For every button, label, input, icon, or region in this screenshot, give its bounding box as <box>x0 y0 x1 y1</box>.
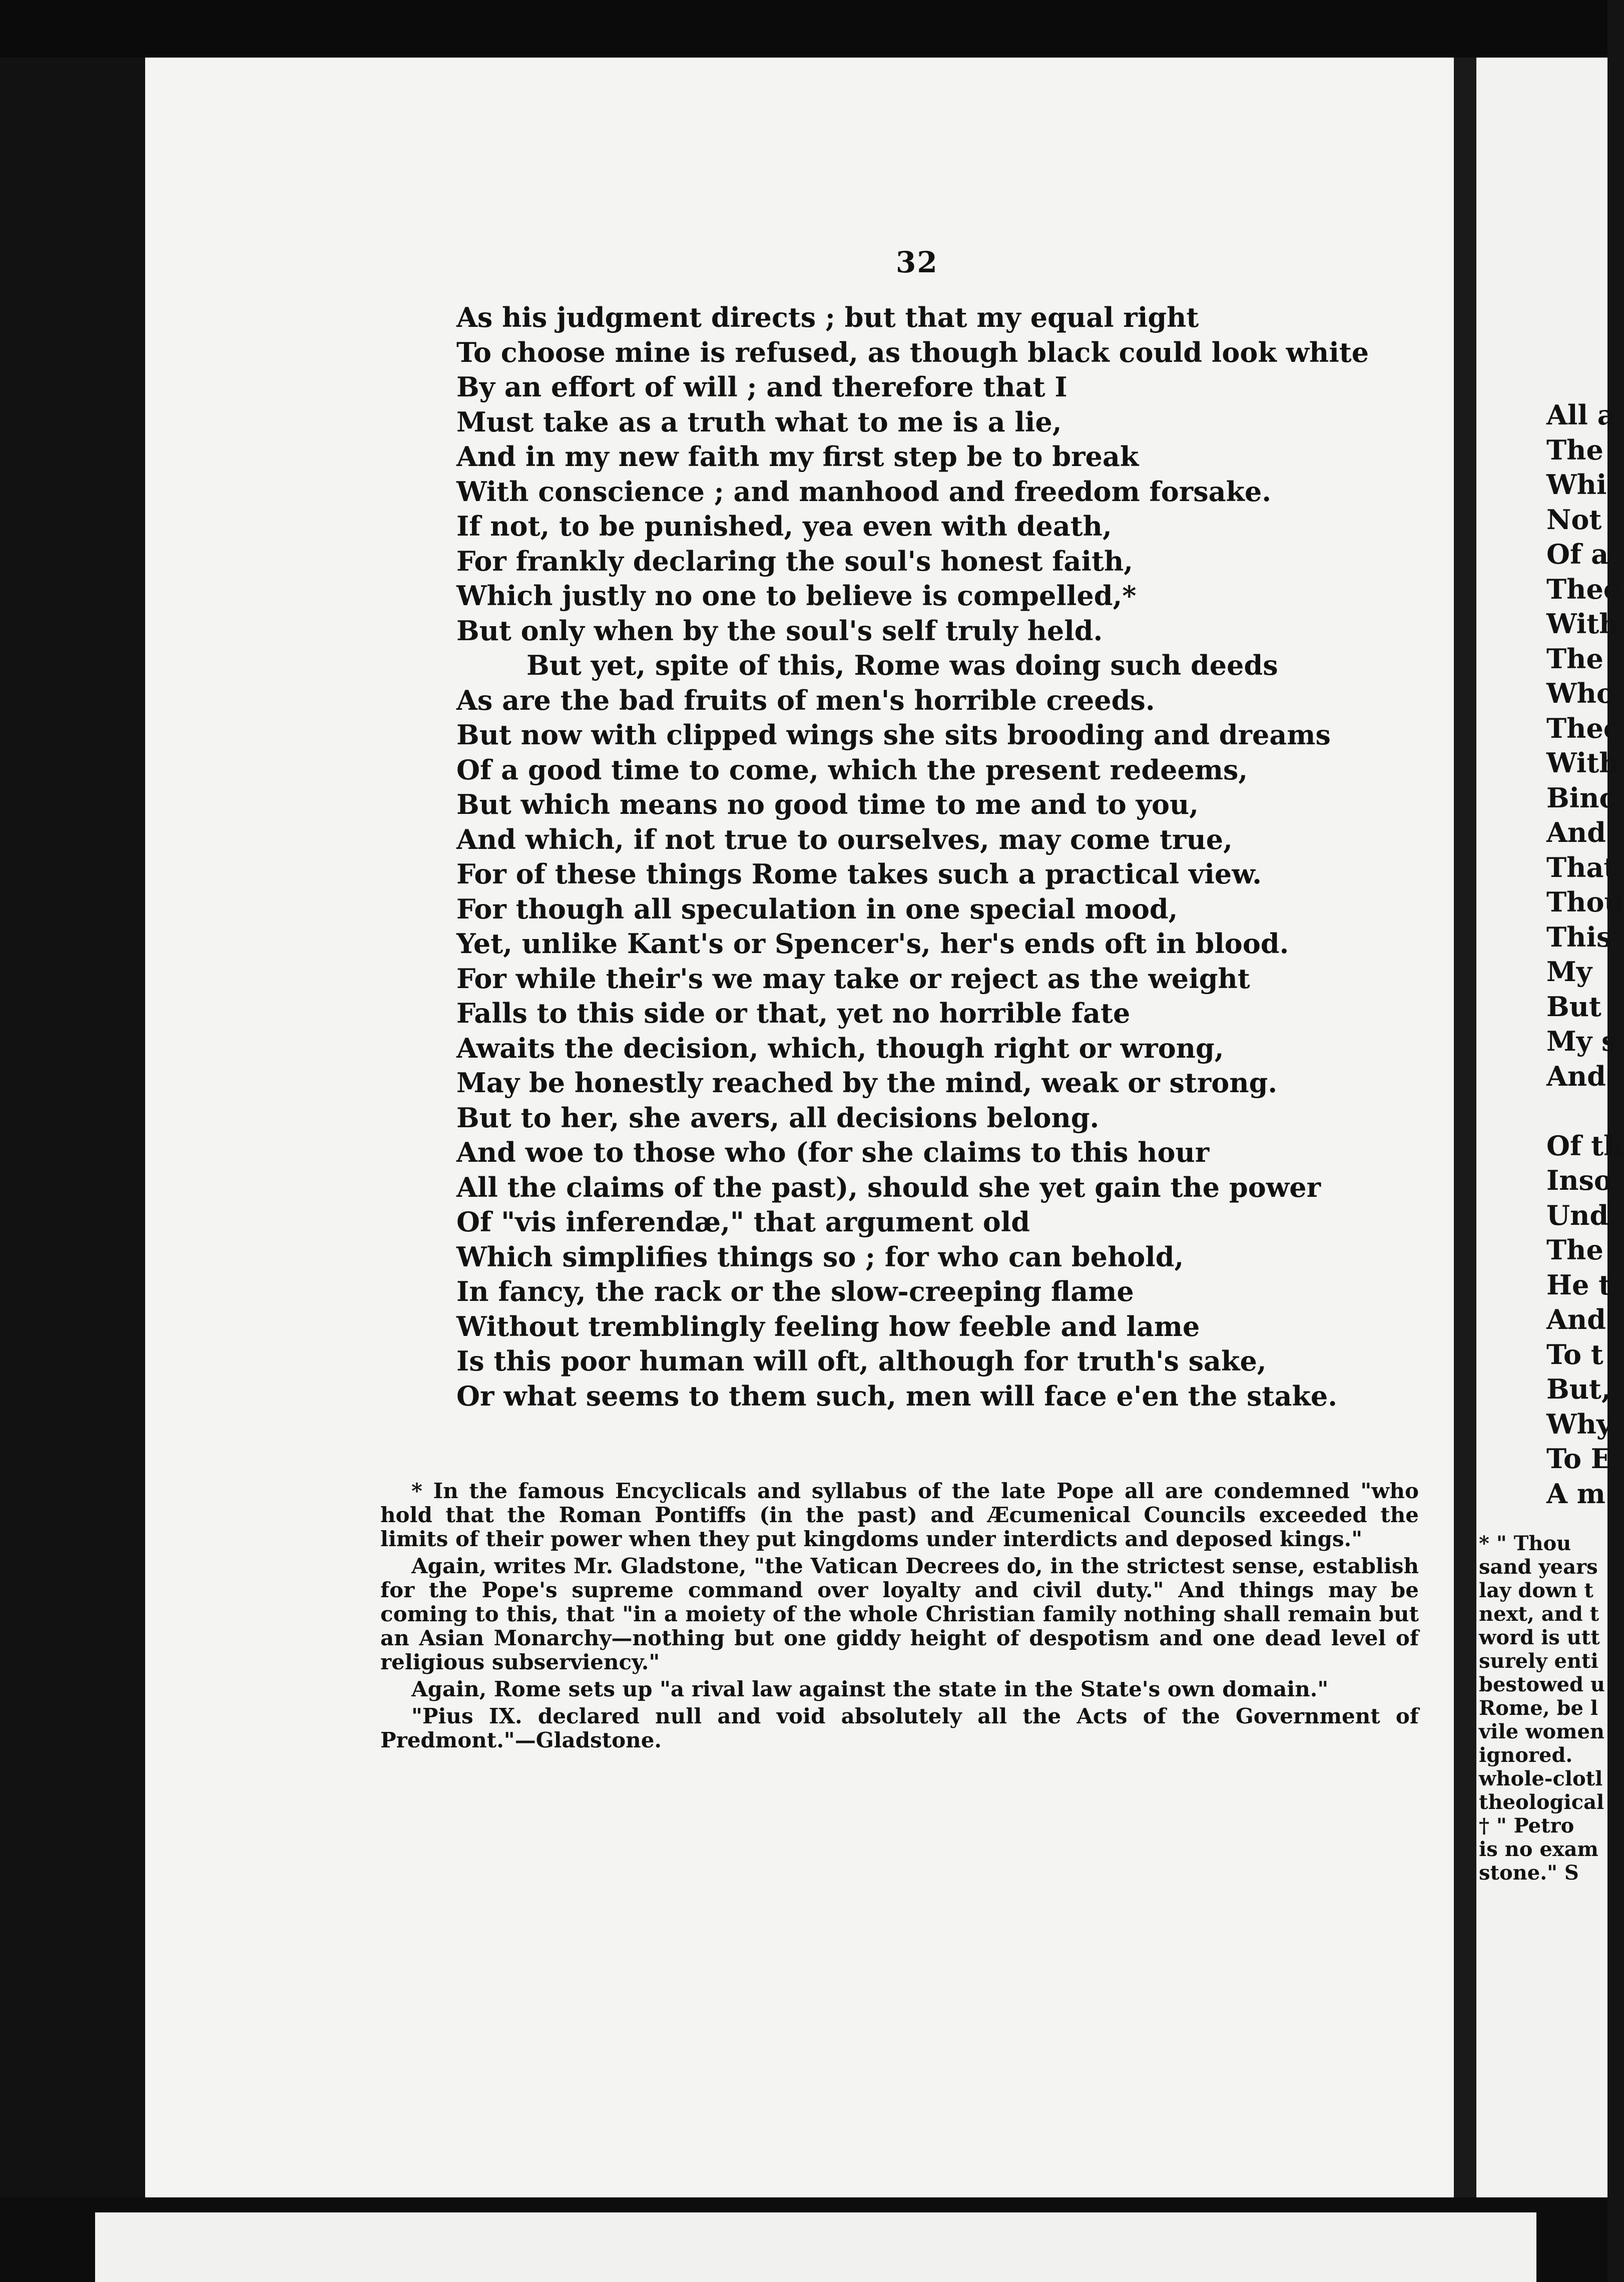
poem-line: But now with clipped wings she sits brooding and dreams <box>456 719 1331 751</box>
poem-line: Of "vis inferendæ," that argument old <box>456 1206 1030 1238</box>
poem-line: Must take as a truth what to me is a lie, <box>456 405 1062 438</box>
poem-line: But yet, spite of this, Rome was doing such deeds <box>526 649 1278 681</box>
adjacent-line: A m <box>1546 1477 1605 1510</box>
adjacent-line: My s <box>1546 1025 1617 1057</box>
poem-line: For of these things Rome takes such a practical view. <box>456 858 1262 890</box>
adjacent-note-line: next, and t <box>1479 1602 1599 1626</box>
poem-line: And woe to those who (for she claims to this hour <box>456 1136 1210 1168</box>
adjacent-line: Thou <box>1546 886 1624 918</box>
poem-line: For frankly declaring the soul's honest faith, <box>456 545 1134 577</box>
poem-line: Yet, unlike Kant's or Spencer's, her's ends oft in blood. <box>456 928 1289 960</box>
poem-line: And which, if not true to ourselves, may come true, <box>456 823 1233 855</box>
poem-line: Which simplifies things so ; for who can behold, <box>456 1240 1184 1273</box>
adjacent-note-line: † " Petro <box>1479 1814 1574 1838</box>
adjacent-line: He t <box>1546 1268 1611 1301</box>
adjacent-line: Of th <box>1546 1129 1623 1162</box>
adjacent-line: But <box>1546 990 1601 1023</box>
poem-line: By an effort of will ; and therefore that I <box>456 371 1067 403</box>
adjacent-line: My <box>1546 956 1592 988</box>
adjacent-note-line: is no exam <box>1479 1838 1598 1861</box>
adjacent-note-line: whole-clotl <box>1479 1767 1603 1790</box>
adjacent-note-line: Rome, be l <box>1479 1696 1598 1720</box>
poem-line: But which means no good time to me and to you, <box>456 788 1199 820</box>
adjacent-line: But, <box>1546 1373 1611 1405</box>
poem-line: But to her, she avers, all decisions belong. <box>456 1101 1100 1134</box>
adjacent-line: Who <box>1546 677 1614 709</box>
adjacent-line: And <box>1546 1303 1606 1335</box>
poem-line: To choose mine is refused, as though black could look white <box>456 336 1369 368</box>
adjacent-page <box>1476 58 1624 2197</box>
following-page-edge <box>95 2212 1536 2282</box>
film-border-top <box>0 0 1607 58</box>
adjacent-line: With <box>1546 608 1619 640</box>
poem-line: May be honestly reached by the mind, weak or strong. <box>456 1067 1278 1099</box>
adjacent-line: And <box>1546 816 1606 848</box>
adjacent-note-line: theological <box>1479 1790 1604 1814</box>
adjacent-note-line: surely enti <box>1479 1649 1598 1673</box>
adjacent-note-line: stone." S <box>1479 1861 1579 1885</box>
adjacent-line: Whi <box>1546 469 1607 501</box>
adjacent-line: Binc <box>1546 781 1616 814</box>
adjacent-page-text <box>1546 398 1624 1511</box>
poem-line: Without tremblingly feeling how feeble and lame <box>456 1310 1200 1342</box>
poem-line: If not, to be punished, yea even with death, <box>456 510 1112 542</box>
poem-line: Is this poor human will oft, although for truth's sake, <box>456 1345 1267 1377</box>
poem-line: As are the bad fruits of men's horrible creeds. <box>456 684 1155 716</box>
adjacent-line: With <box>1546 747 1619 779</box>
adjacent-note-line: lay down t <box>1479 1579 1593 1602</box>
adjacent-line: The <box>1546 642 1603 675</box>
poem-line: Of a good time to come, which the present redeems, <box>456 753 1248 786</box>
adjacent-line: Inso <box>1546 1164 1612 1196</box>
adjacent-line: The <box>1546 433 1603 466</box>
footnotes <box>380 1479 1419 1755</box>
footnote: Again, writes Mr. Gladstone, "the Vatican Decrees do, in the strictest sense, establish for the Pope's supreme command over loyalty and civil duty." And things may be coming to this, that "in a moiety of the whole Christian family nothing shall remain but an Asian Monarchy—nothing but one giddy height of despotism and one dead level of religious subserviency." <box>380 1554 1419 1674</box>
footnote: * In the famous Encyclicals and syllabus of the late Pope all are condemned "who hold that the Roman Pontiffs (in the past) and Æcumenical Councils exceeded the limits of their power when they put kingdoms under interdicts and deposed kings." <box>380 1479 1419 1551</box>
adjacent-line: That <box>1546 851 1616 883</box>
poem-line: For while their's we may take or reject as the weight <box>456 962 1250 995</box>
poem-line: Awaits the decision, which, though right or wrong, <box>456 1032 1224 1064</box>
poem-line: But only when by the soul's self truly held. <box>456 614 1103 647</box>
adjacent-line: This <box>1546 921 1612 953</box>
adjacent-line: Not <box>1546 503 1602 536</box>
poem-line: Which justly no one to believe is compelled,* <box>456 580 1137 612</box>
poem-line: Falls to this side or that, yet no horrible fate <box>456 997 1131 1029</box>
adjacent-line: And <box>1546 1060 1606 1092</box>
poem-line: For though all speculation in one special mood, <box>456 892 1178 925</box>
film-border-left <box>0 58 145 2197</box>
adjacent-note-line: sand years <box>1479 1555 1598 1579</box>
poem-line: As his judgment directs ; but that my equal right <box>456 301 1199 333</box>
adjacent-line: Of a <box>1546 538 1609 570</box>
poem-line: In fancy, the rack or the slow-creeping flame <box>456 1275 1134 1307</box>
adjacent-note-line: word is utt <box>1479 1626 1600 1649</box>
adjacent-note-line: ignored. <box>1479 1743 1573 1767</box>
adjacent-line: Thec <box>1546 573 1620 605</box>
poem-line: And in my new faith my first step be to break <box>456 440 1139 473</box>
adjacent-line: Thec <box>1546 712 1620 744</box>
page-number: 32 <box>896 245 938 279</box>
adjacent-line: To t <box>1546 1338 1603 1371</box>
adjacent-note-line: bestowed u <box>1479 1673 1605 1696</box>
adjacent-line: The <box>1546 1234 1603 1266</box>
poem-text <box>456 300 1407 1414</box>
adjacent-line: All a <box>1546 399 1615 431</box>
adjacent-line: Why <box>1546 1408 1612 1440</box>
footnote: "Pius IX. declared null and void absolutely all the Acts of the Government of Predmont."—Gladstone. <box>380 1704 1419 1752</box>
poem-line: With conscience ; and manhood and freedom forsake. <box>456 475 1272 508</box>
footnote: Again, Rome sets up "a rival law against the state in the State's own domain." <box>411 1677 1329 1701</box>
poem-line: Or what seems to them such, men will face e'en the stake. <box>456 1380 1338 1412</box>
adjacent-note-line: * " Thou <box>1479 1532 1571 1555</box>
adjacent-line: Und <box>1546 1199 1609 1231</box>
adjacent-line <box>1546 1094 1624 1129</box>
poem-line: All the claims of the past), should she yet gain the power <box>456 1171 1321 1203</box>
adjacent-line: To E <box>1546 1443 1611 1475</box>
adjacent-page-footnotes <box>1479 1532 1605 1885</box>
page-gutter <box>1454 58 1476 2197</box>
adjacent-note-line: vile women <box>1479 1720 1604 1743</box>
